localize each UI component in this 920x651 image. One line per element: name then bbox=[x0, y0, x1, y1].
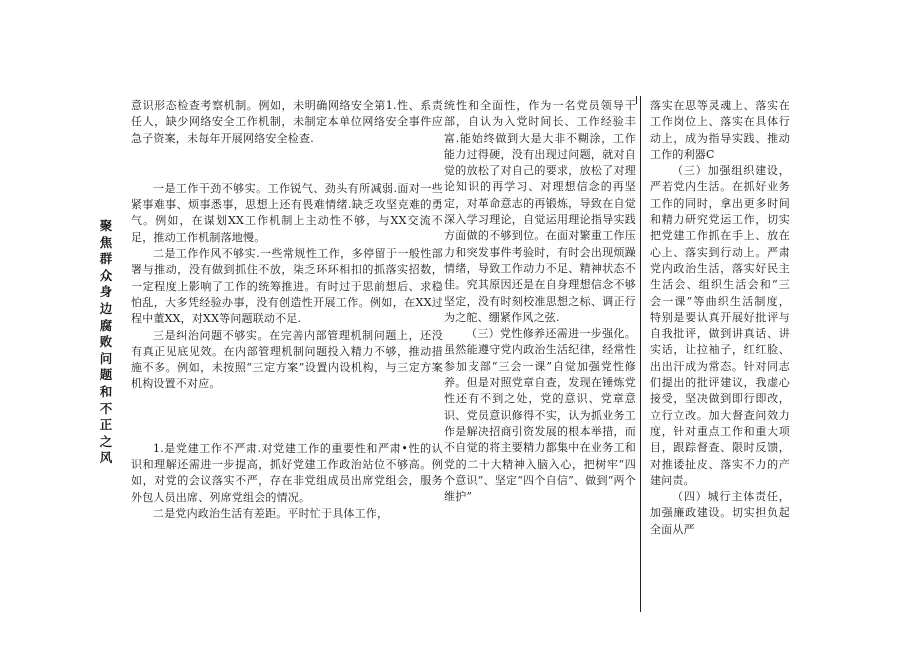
side-title: 聚焦群众身边腐败问题和不正之风 bbox=[99, 218, 113, 466]
column-divider-tick bbox=[636, 96, 637, 104]
paragraph: 意识形态检查考察机制。例如，未明确网络安全第1.性、系责任人，缺少网络安全工作机制，未制定本单位网络安全事件应急子资案，未每年开展网络安全检查. bbox=[131, 99, 443, 145]
paragraph: （三）党性修养还需进一步强化。虽然能遵守党内政治生活纪律，经常性参加支部“三会一课”自觉加强党性修养。但是对照党章自查，发现在锤炼党性还有不到之处，党的意识、党章意识、党员意识修得不实，认为抓业务工作是解决招商引资发展的根本举措，而不自觉的将主要精力都集中在业务工和党的二十大精神入脑入心，把树牢“四个意识”、坚定“四个自信”、做到“两个维护” bbox=[444, 327, 636, 504]
paragraph: 三是纠治问题不够实。在完善内部管理机制问题上，还没有真正见底见效。在内部管理机制问题投入精力不够，推动措施不多。例如，未按照“三定方案”设置内设机构，与三定方案机构设置不对应。 bbox=[131, 328, 443, 391]
column-right bbox=[650, 98, 790, 538]
column-middle bbox=[444, 98, 636, 505]
spacer bbox=[131, 393, 443, 441]
column-divider bbox=[640, 96, 641, 612]
paragraph: 1.是党建工作不严肃.对党建工作的重要性和严肃•性的认识和理解还需进一步提高，抓好党建工作政治站位不够高。例如，对党的会议落实不严，存在非党组成员出席党组会，服务外包人员出席、列席党组会的情况。 bbox=[131, 441, 443, 504]
paragraph: 落实在思等灵魂上、落实在工作岗位上、落实在具体行动上，成为指导实践、推动工作的利器C bbox=[650, 99, 790, 161]
paragraph: 二是党内政治生活有差距。平时忙于具体工作， bbox=[153, 506, 389, 520]
paragraph: （三）加强组织建设，严若党内生活。在抓好业务工作的同时，拿出更多时间和精力研究党运工作，切实把党建工作抓在手上、放在心上、落实到行动上。严肃党内政治生活，落实好民主生活会、组织生活会和“三会一课”等曲织生活制度，特别是要认真开展好批评与自我批评，做到讲真话、讲实话，让拉袖子，红红脸、出出汗成为常态。针对同志们提出的批评建议，我虚心接受，坚决做到即行即改，立行立改。加大督查问效力度，针对重点工作和重大项目，跟踪督查、限时反馈，对推诿扯皮、落实不力的产建问责。 bbox=[650, 164, 790, 487]
paragraph: 二是工作作风不够实.一些常规性工作，多停留于一般性部署与推动，没有做到抓住不放，柒乏环环相扣的抓落实招数，一定程度上影响了工作的统筹推进。有时过于思前想后、求稳怕乱，大多凭经验办事，没有创造性开展工作。例如，在XX过程中董XX，对XX等问题联动不足. bbox=[131, 247, 443, 326]
paragraph: （四）城行主体责任，加强廉政建设。切实担负起全面从严 bbox=[650, 490, 790, 536]
paragraph: 统性和全面性，作为一名党员领导干部，自认为入党时间长、工作经验丰富.能始终做到大是大非不糊涂，工作能力过得硬，没有出现过问题，就对自觉的放松了对自己的要求，放松了对理论知识的再学习、对理想信念的再坚定，对革命意志的再锻炼，导致在自觉深入学习理论，自觉运用理论指导实践方面做的不够到位。在面对繁重工作压力和突发事件考验时，有时会出现烦躁情绪，导致工作动力不足、精神状态不佳。究其原因还是在自身理想信念不够坚定，没有时刻校准思想之标、调正行为之舵、绷紧作风之弦. bbox=[444, 99, 636, 324]
spacer bbox=[131, 147, 443, 181]
paragraph: 一是工作干劲不够实。工作锐气、劲头有所减弱.面对一些紧事难事、烦事悉事，思想上还有畏难情绪.缺乏攻坚克难的勇气。例如，在谋划XX工作机制上主动性不够，与XX交流不足，推动工作机制落地慢。 bbox=[131, 181, 443, 244]
column-left bbox=[131, 98, 443, 522]
